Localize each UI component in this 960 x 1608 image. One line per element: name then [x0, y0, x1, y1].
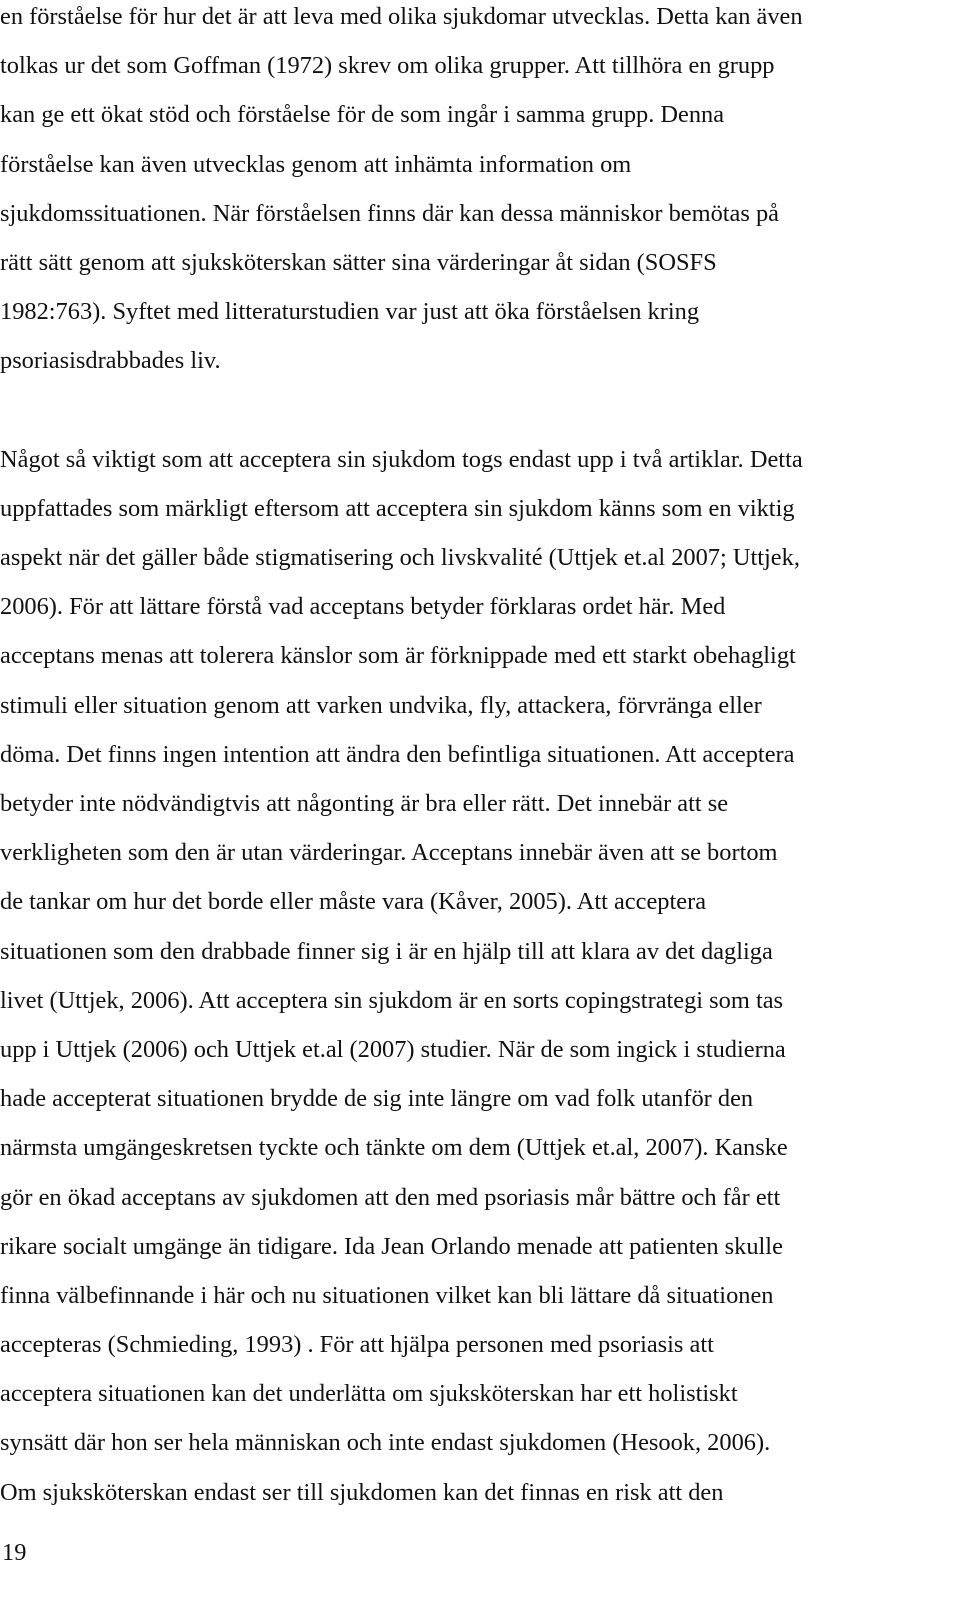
text-line: 1982:763). Syftet med litteraturstudien var just att öka förståelsen kring: [0, 298, 700, 326]
text-line: tolkas ur det som Goffman (1972) skrev om olika grupper. Att tillhöra en grupp: [0, 52, 775, 80]
text-line: de tankar om hur det borde eller måste vara (Kåver, 2005). Att acceptera: [0, 888, 707, 916]
text-line: döma. Det finns ingen intention att ändra den befintliga situationen. Att acceptera: [0, 740, 795, 768]
text-line: verkligheten som den är utan värderingar. Acceptans innebär även att se bortom: [0, 839, 778, 867]
text-line: Om sjuksköterskan endast ser till sjukdomen kan det finnas en risk att den: [0, 1478, 724, 1506]
text-line: uppfattades som märkligt eftersom att acceptera sin sjukdom känns som en viktig: [0, 494, 795, 522]
text-line: situationen som den drabbade finner sig i är en hjälp till att klara av det dagliga: [0, 937, 773, 965]
text-line: synsätt där hon ser hela människan och inte endast sjukdomen (Hesook, 2006).: [0, 1429, 771, 1457]
paragraph-spacer: [0, 386, 960, 435]
paragraph-2: [0, 435, 960, 1517]
text-line: acceptera situationen kan det underlätta om sjuksköterskan har ett holistiskt: [0, 1380, 738, 1408]
text-line: 2006). För att lättare förstå vad acceptans betyder förklaras ordet här. Med: [0, 593, 726, 621]
text-line: rikare socialt umgänge än tidigare. Ida Jean Orlando menade att patienten skulle: [0, 1232, 783, 1260]
text-line: närmsta umgängeskretsen tyckte och tänkte om dem (Uttjek et.al, 2007). Kanske: [0, 1134, 788, 1162]
text-line: rätt sätt genom att sjuksköterskan sätter sina värderingar åt sidan (SOSFS: [0, 248, 717, 276]
text-line: förståelse kan även utvecklas genom att inhämta information om: [0, 150, 632, 178]
text-line: accepteras (Schmieding, 1993) . För att hjälpa personen med psoriasis att: [0, 1331, 714, 1359]
text-line: upp i Uttjek (2006) och Uttjek et.al (2007) studier. När de som ingick i studierna: [0, 1035, 786, 1063]
text-line: finna välbefinnande i här och nu situationen vilket kan bli lättare då situationen: [0, 1281, 774, 1309]
text-line: psoriasisdrabbades liv.: [0, 347, 221, 375]
text-line: sjukdomssituationen. När förståelsen finns där kan dessa människor bemötas på: [0, 199, 779, 227]
paragraph-1: [0, 0, 960, 386]
text-line: acceptans menas att tolerera känslor som är förknippade med ett starkt obehagligt: [0, 642, 796, 670]
text-line: hade accepterat situationen brydde de sig inte längre om vad folk utanför den: [0, 1085, 754, 1113]
text-line: aspekt när det gäller både stigmatisering och livskvalité (Uttjek et.al 2007; Uttjek,: [0, 544, 800, 572]
text-line: stimuli eller situation genom att varken undvika, fly, attackera, förvränga eller: [0, 691, 762, 719]
text-line: Något så viktigt som att acceptera sin sjukdom togs endast upp i två artiklar. Detta: [0, 445, 803, 473]
text-line: gör en ökad acceptans av sjukdomen att den med psoriasis mår bättre och får ett: [0, 1183, 781, 1211]
text-line: kan ge ett ökat stöd och förståelse för de som ingår i samma grupp. Denna: [0, 101, 725, 129]
page-number: 19: [2, 1539, 27, 1566]
text-line: livet (Uttjek, 2006). Att acceptera sin sjukdom är en sorts copingstrategi som tas: [0, 986, 784, 1014]
text-line: en förståelse för hur det är att leva med olika sjukdomar utvecklas. Detta kan även: [0, 3, 803, 30]
text-line: betyder inte nödvändigtvis att någonting är bra eller rätt. Det innebär att se: [0, 790, 729, 817]
